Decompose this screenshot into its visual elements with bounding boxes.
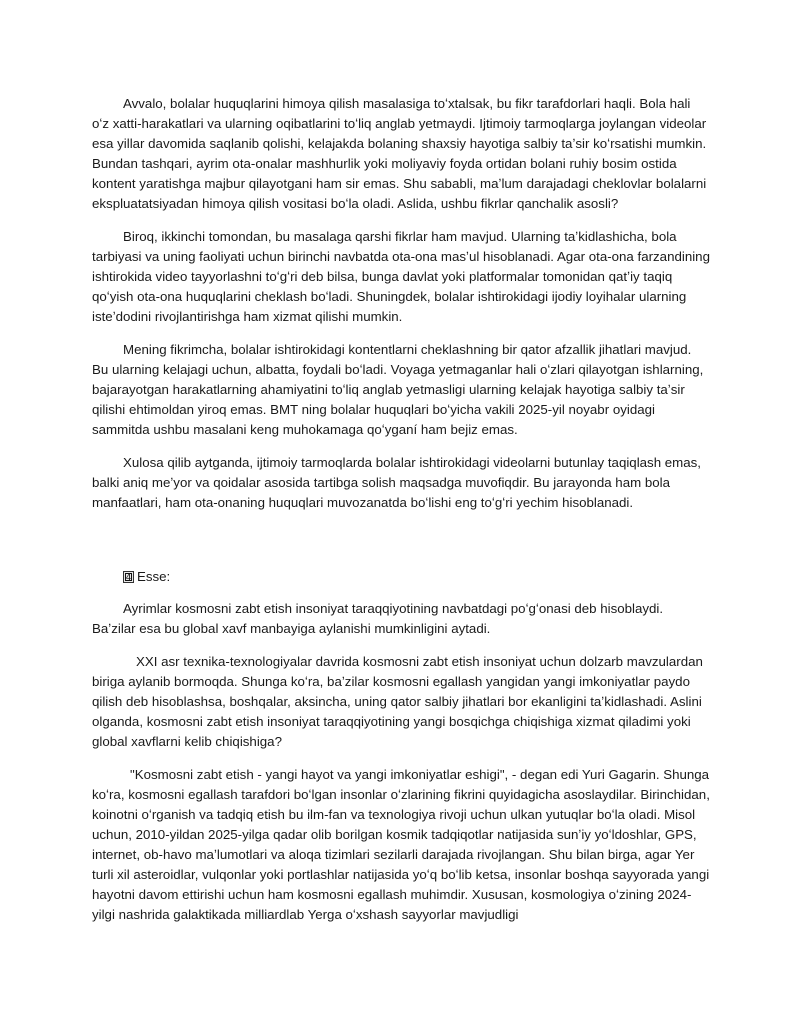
essay-heading — [123, 567, 710, 587]
paragraph-3: Mening fikrimcha, bolalar ishtirokidagi kontentlarni cheklashning bir qator afzallik jihatlari mavjud. Bu ularning kelajagi uchun, albatta, foydali boʻladi. Voyaga yetmaganlar hali oʻzlari qilayotgan ishlarning, bajarayotgan harakatlarning ahamiyatini toʻliq anglab yetmasligi ularning kelajak hayotiga salbiy taʼsir qilishi ehtimoldan yiroq emas. BMT ning bolalar huquqlari boʻyicha vakili 2025-yil noyabr oyidagi sammitda ushbu masalani keng muhokamaga qoʻyganí ham bejiz emas. — [92, 342, 704, 437]
essay-paragraph-3: "Kosmosni zabt etish - yangi hayot va yangi imkoniyatlar eshigi", - degan edi Yuri Gagarin. Shunga koʻra, kosmosni egallash tarafdori boʻlgan insonlar oʻzlarining fikrini quyidagicha asoslaydilar. Birinchidan, koinotni oʻrganish va tadqiq etish bu ilm-fan va texnologiya rivoji uchun ulkan yutuqlar boʻla oladi. Misol uchun, 2010-yildan 2025-yilga qadar olib borilgan kosmik tadqiqotlar natijasida sunʼiy yoʻldoshlar, GPS, internet, ob-havo maʼlumotlari va aloqa tizimlari sezilarli darajada rivojlangan. Shu bilan birga, agar Yer turli xil asteroidlar, vulqonlar yoki portlashlar natijasida yoʻq boʻlib ketsa, insonlar boshqa sayyorada yangi hayotni davom ettirishi uchun ham kosmosni egallash muhimdir. Xususan, kosmologiya oʻzining 2024-yilgi nashrida galaktikada milliardlab Yerga oʻxshash sayyorlar mavjudligi — [92, 767, 710, 922]
paragraph-2: Biroq, ikkinchi tomondan, bu masalaga qarshi fikrlar ham mavjud. Ularning taʼkidlashicha, bola tarbiyasi va uning faoliyati uchun birinchi navbatda ota-ona masʼul hisoblanadi. Agar ota-ona farzandining ishtirokida video tayyorlashni toʻgʻri deb bilsa, bunga davlat yoki platformalar tomonidan qatʼiy taqiq qoʻyish ota-ona huquqlarini cheklash boʻladi. Shuningdek, bolalar ishtirokidagi ijodiy loyihalar ularning isteʼdodini rivojlantirishga ham xizmat qilishi mumkin. — [92, 229, 710, 324]
essay-paragraph-2: XXI asr texnika-texnologiyalar davrida kosmosni zabt etish insoniyat uchun dolzarb mavzulardan biriga aylanib bormoqda. Shunga koʻra, baʼzilar kosmosni egallash yangidan yangi imkoniyatlar paydo qilish deb hisoblashsa, boshqalar, aksincha, uning qator salbiy jihatlari bor ekanligini taʼkidlashadi. Aslini olganda, kosmosni zabt etish insoniyat taraqqiyotining yangi bosqichga chiqishiga xizmat qiladimi yoki global xavflarni kelib chiqishiga? — [92, 654, 703, 749]
paragraph-1: Avvalo, bolalar huquqlarini himoya qilish masalasiga toʻxtalsak, bu fikr tarafdorlari haqli. Bola hali oʻz xatti-harakatlari va ularning oqibatlarini toʻliq anglab yetmaydi. Ijtimoiy tarmoqlarga joylangan videolar esa yillar davomida saqlanib qolishi, kelajakda bolaning shaxsiy hayotiga salbiy taʼsir koʻrsatishi mumkin. Bundan tashqari, ayrim ota-onalar mashhurlik yoki moliyaviy foyda ortidan bolani ruhiy bosim ostida kontent yaratishga majbur qilayotgani ham sir emas. Shu sababli, maʼlum darajadagi cheklovlar bolalarni ekspluatatsiyadan himoya qilish vositasi boʻla oladi. Aslida, ushbu fikrlar qanchalik asosli? — [92, 96, 707, 211]
section-gap — [92, 526, 710, 567]
numbered-list-marker-icon: 4 — [123, 571, 134, 583]
essay-heading-label: Esse: — [137, 569, 171, 584]
document-body — [92, 94, 710, 938]
essay-paragraph-1: Ayrimlar kosmosni zabt etish insoniyat taraqqiyotining navbatdagi poʻgʻonasi deb hisoblaydi. Baʼzilar esa bu global xavf manbayiga aylanishi mumkinligini aytadi. — [92, 601, 664, 636]
paragraph-4: Xulosa qilib aytganda, ijtimoiy tarmoqlarda bolalar ishtirokidagi videolarni butunlay taqiqlash emas, balki aniq meʼyor va qoidalar asosida tartibga solish maqsadga muvofiqdir. Bu jarayonda ham bola manfaatlari, ham ota-onaning huquqlari muvozanatda boʻlishi eng toʻgʻri yechim hisoblanadi. — [92, 455, 701, 510]
